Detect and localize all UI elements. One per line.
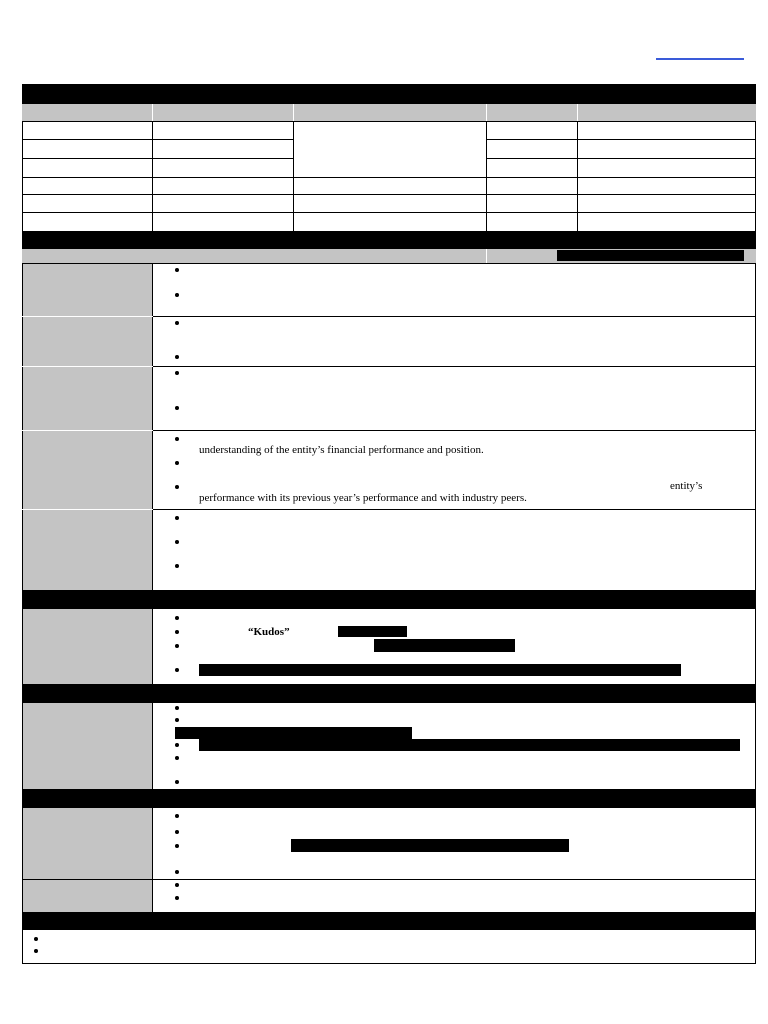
redaction	[557, 250, 744, 261]
bullet	[175, 756, 179, 760]
section-header-bar	[22, 590, 756, 609]
bullet	[175, 718, 179, 722]
section-header-bar	[22, 84, 756, 104]
bullet	[175, 485, 179, 489]
bullet	[175, 830, 179, 834]
redaction	[175, 727, 412, 739]
redaction	[338, 626, 407, 637]
header-link-underline[interactable]	[656, 58, 744, 60]
bullet	[175, 844, 179, 848]
evaluation-text-line: performance with its previous year’s performance and with industry peers.	[199, 492, 527, 504]
bullet	[175, 406, 179, 410]
bullet	[175, 883, 179, 887]
bullet	[175, 293, 179, 297]
evaluation-label-column	[23, 264, 152, 590]
bullet	[175, 540, 179, 544]
bullet	[175, 516, 179, 520]
bullet	[175, 268, 179, 272]
bullet	[175, 564, 179, 568]
bullet	[175, 870, 179, 874]
recognition-label-cell	[23, 609, 152, 684]
redaction	[374, 639, 515, 652]
bullet	[175, 371, 179, 375]
redaction	[291, 839, 569, 852]
bullet	[175, 780, 179, 784]
section-header-bar	[22, 684, 756, 703]
redaction	[199, 739, 740, 751]
bullet	[34, 937, 38, 941]
redaction	[199, 664, 681, 676]
bullet	[175, 668, 179, 672]
info-table-header-row	[22, 104, 756, 121]
bullet	[175, 321, 179, 325]
bullet	[175, 743, 179, 747]
section-header-bar	[22, 789, 756, 808]
evaluation-text-line: understanding of the entity’s financial performance and position.	[199, 444, 484, 456]
bullet	[175, 706, 179, 710]
section-header-bar	[22, 231, 756, 249]
bullet	[34, 949, 38, 953]
bullet	[175, 896, 179, 900]
bullet	[175, 616, 179, 620]
section-label-cell	[23, 808, 152, 879]
kudos-label: “Kudos”	[248, 626, 290, 638]
section-label-cell	[23, 880, 152, 912]
bullet	[175, 437, 179, 441]
bullet	[175, 461, 179, 465]
evaluation-text-fragment: entity’s	[670, 480, 703, 492]
section-header-bar	[22, 912, 756, 930]
bullet	[175, 630, 179, 634]
section-label-cell	[23, 703, 152, 789]
bullet	[175, 644, 179, 648]
bullet	[175, 814, 179, 818]
bullet	[175, 355, 179, 359]
